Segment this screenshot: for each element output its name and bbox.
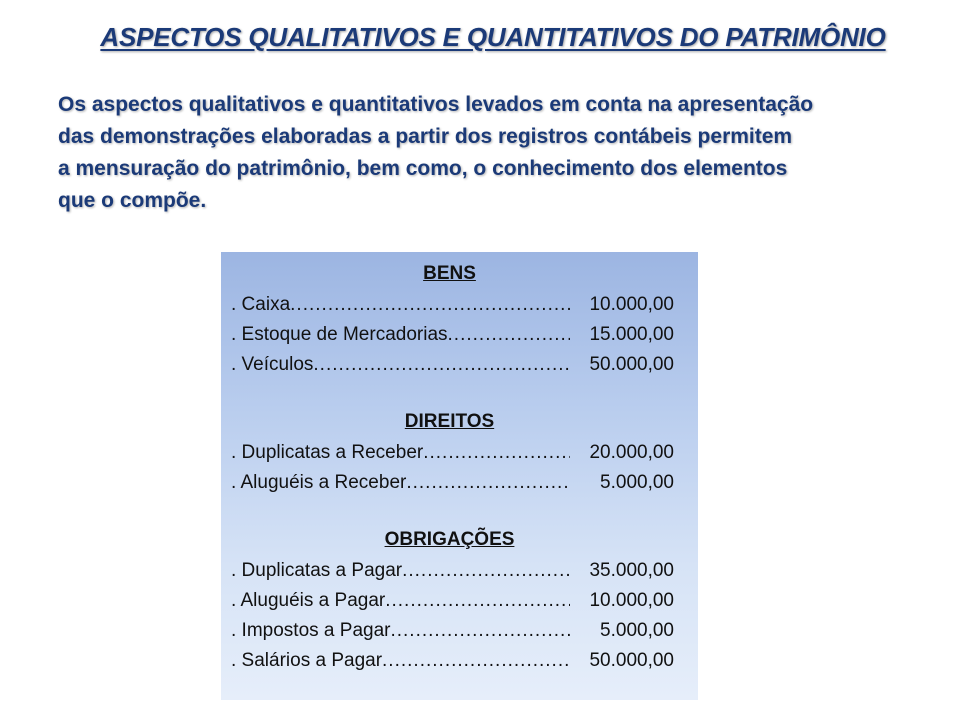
intro-paragraph	[58, 89, 898, 217]
list-item	[221, 468, 698, 498]
item-value: 5.000,00	[600, 620, 674, 641]
list-item	[221, 320, 698, 350]
spacer	[221, 498, 698, 526]
item-label: . Estoque de Mercadorias	[231, 324, 448, 345]
item-value: 50.000,00	[589, 354, 674, 375]
dot-leader	[390, 616, 570, 646]
page-title: ASPECTOS QUALITATIVOS E QUANTITATIVOS DO PATRIMÔNIO	[100, 22, 886, 52]
item-value: 10.000,00	[589, 294, 674, 315]
list-item	[221, 646, 698, 676]
list-item	[221, 290, 698, 320]
list-item	[221, 438, 698, 468]
dot-leader	[406, 468, 570, 498]
intro-line: a mensuração do patrimônio, bem como, o conhecimento dos elementos	[58, 157, 788, 180]
item-value: 15.000,00	[589, 324, 674, 345]
dot-leader	[290, 290, 570, 320]
intro-line: das demonstrações elaboradas a partir dos registros contábeis permitem	[58, 125, 793, 148]
dot-leader	[382, 646, 570, 676]
item-label: . Duplicatas a Pagar	[231, 560, 403, 581]
list-item	[221, 616, 698, 646]
list-item	[221, 556, 698, 586]
item-label: . Veículos	[231, 354, 314, 375]
dot-leader	[385, 586, 570, 616]
list-item	[221, 586, 698, 616]
item-value: 10.000,00	[589, 590, 674, 611]
item-label: . Aluguéis a Pagar	[231, 590, 386, 611]
section-heading-bens: BENS	[423, 263, 476, 284]
item-label: . Duplicatas a Receber	[231, 442, 424, 463]
intro-line: que o compõe.	[58, 189, 207, 212]
item-label: . Aluguéis a Receber	[231, 472, 407, 493]
patrimony-panel	[221, 252, 698, 700]
dot-leader	[313, 350, 570, 380]
item-label: . Salários a Pagar	[231, 650, 383, 671]
dot-leader	[402, 556, 570, 586]
intro-line: Os aspectos qualitativos e quantitativos levados em conta na apresentação	[58, 93, 814, 116]
section-heading-direitos: DIREITOS	[404, 411, 495, 432]
item-value: 20.000,00	[589, 442, 674, 463]
spacer	[221, 380, 698, 408]
item-value: 5.000,00	[600, 472, 674, 493]
item-value: 50.000,00	[589, 650, 674, 671]
item-label: . Caixa	[231, 294, 291, 315]
dot-leader	[423, 438, 570, 468]
item-label: . Impostos a Pagar	[231, 620, 391, 641]
dot-leader	[448, 320, 570, 350]
section-heading-obrigacoes: OBRIGAÇÕES	[384, 529, 515, 550]
list-item	[221, 350, 698, 380]
item-value: 35.000,00	[589, 560, 674, 581]
